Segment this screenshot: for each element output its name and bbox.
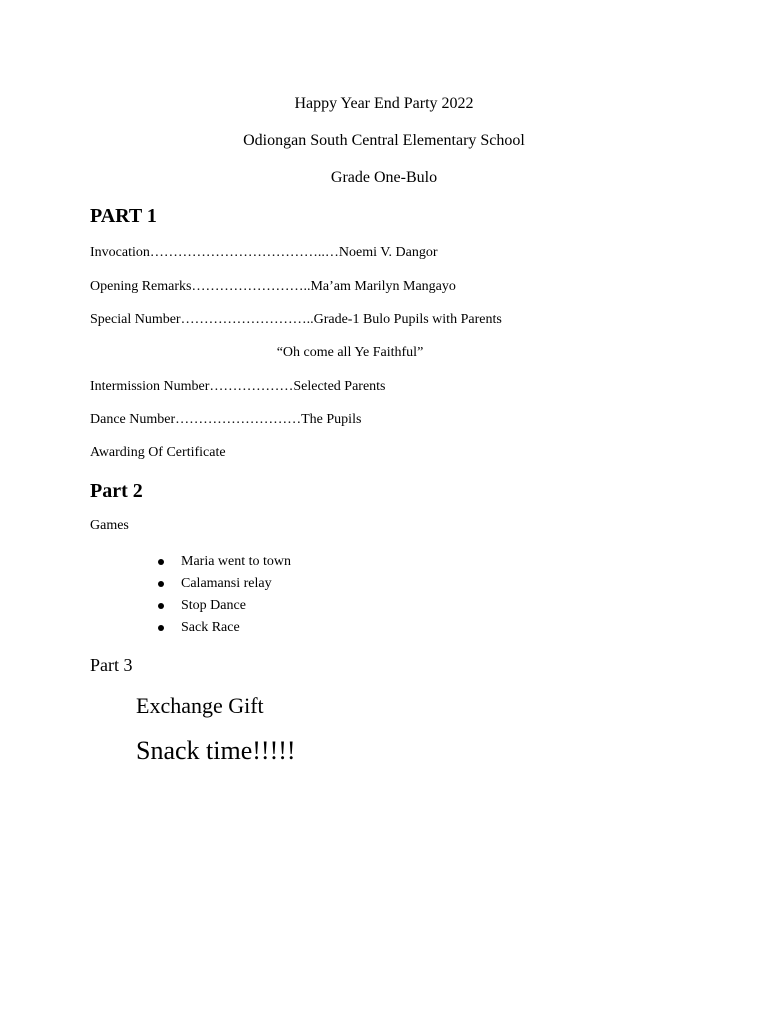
bullet-icon (158, 581, 164, 587)
game-item: Calamansi relay (181, 576, 272, 591)
bullet-icon (158, 603, 164, 609)
program-item-opening-remarks: Opening Remarks……………………..Ma’am Marilyn Mangayo (90, 279, 456, 294)
document-title: Happy Year End Party 2022 (294, 95, 474, 112)
part2-heading: Part 2 (90, 480, 143, 502)
games-label: Games (90, 518, 129, 533)
school-name: Odiongan South Central Elementary School (243, 132, 525, 149)
game-item: Maria went to town (181, 554, 292, 569)
program-item-intermission: Intermission Number………………Selected Parents (90, 379, 386, 394)
exchange-gift: Exchange Gift (136, 693, 264, 718)
game-item: Sack Race (181, 620, 240, 635)
bullet-icon (158, 559, 164, 565)
game-item: Stop Dance (181, 598, 246, 613)
program-item-awarding: Awarding Of Certificate (90, 445, 226, 460)
program-item-special-number: Special Number………………………..Grade-1 Bulo Pupils with Parents (90, 312, 502, 327)
program-item-invocation: Invocation………………………………..…Noemi V. Dangor (90, 245, 438, 260)
bullet-icon (158, 625, 164, 631)
grade-section: Grade One-Bulo (330, 169, 438, 186)
program-item-dance-number: Dance Number………………………The Pupils (90, 412, 362, 427)
part1-heading: PART 1 (90, 205, 157, 227)
part3-heading: Part 3 (90, 655, 133, 675)
song-title: “Oh come all Ye Faithful” (276, 345, 424, 360)
snack-time: Snack time!!!!! (136, 736, 296, 765)
